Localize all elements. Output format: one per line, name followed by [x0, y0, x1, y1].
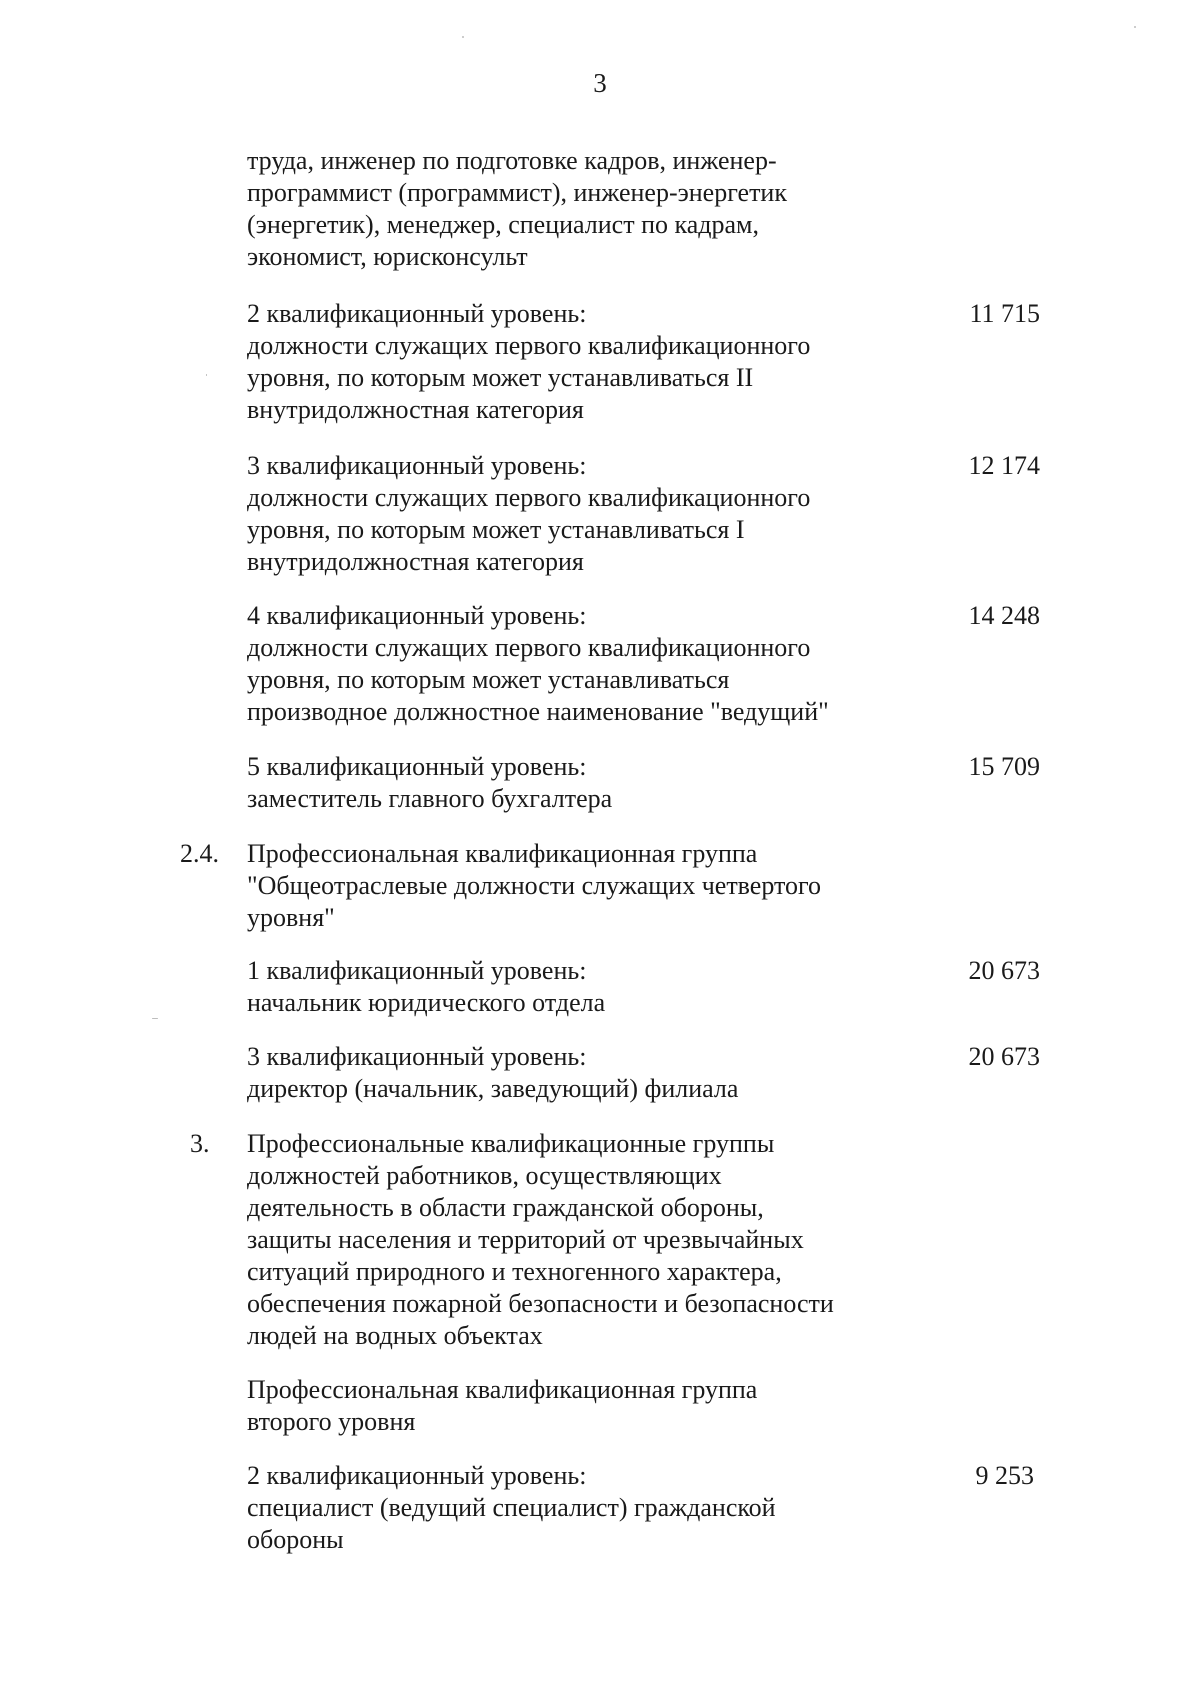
item-description [247, 1374, 907, 1438]
description-line: уровня, по которым может устанавливаться II [247, 363, 754, 392]
description-line: уровня" [247, 903, 335, 932]
description-line: людей на водных объектах [247, 1321, 543, 1350]
description-line: 2 квалификационный уровень: [247, 1461, 587, 1490]
item-description [247, 1460, 907, 1556]
description-line: 2 квалификационный уровень: [247, 299, 587, 328]
item-description [247, 450, 907, 578]
description-line: должности служащих первого квалификационного [247, 483, 811, 512]
description-line: труда, инженер по подготовке кадров, инженер- [247, 146, 777, 175]
description-line: деятельность в области гражданской обороны, [247, 1193, 764, 1222]
description-line: второго уровня [247, 1407, 416, 1436]
description-line: Профессиональная квалификационная группа [247, 839, 758, 868]
item-description [247, 1128, 907, 1352]
description-line: директор (начальник, заведующий) филиала [247, 1074, 739, 1103]
page-number: 3 [593, 68, 607, 98]
salary-value: 14 248 [968, 601, 1040, 630]
item-description [247, 145, 907, 273]
description-line: 3 квалификационный уровень: [247, 1042, 587, 1071]
item-description [247, 955, 907, 1019]
description-line: программист (программист), инженер-энергетик [247, 178, 787, 207]
item-number: 2.4. [180, 839, 219, 868]
description-line: 3 квалификационный уровень: [247, 451, 587, 480]
item-description [247, 600, 907, 728]
item-description [247, 1041, 907, 1105]
description-line: производное должностное наименование "ведущий" [247, 697, 829, 726]
description-line: уровня, по которым может устанавливаться [247, 665, 730, 694]
salary-value: 20 673 [968, 956, 1040, 985]
item-number: 3. [190, 1129, 210, 1158]
salary-value: 12 174 [968, 451, 1040, 480]
description-line: "Общеотраслевые должности служащих четвертого [247, 871, 822, 900]
description-line: 5 квалификационный уровень: [247, 752, 587, 781]
scan-speck [1134, 26, 1136, 28]
description-line: защиты населения и территорий от чрезвычайных [247, 1225, 804, 1254]
salary-value: 20 673 [968, 1042, 1040, 1071]
scan-speck [462, 36, 464, 38]
salary-value: 9 253 [975, 1461, 1034, 1490]
item-description [247, 298, 907, 426]
description-line: 4 квалификационный уровень: [247, 601, 587, 630]
description-line: Профессиональные квалификационные группы [247, 1129, 775, 1158]
description-line: внутридолжностная категория [247, 395, 584, 424]
item-description [247, 751, 907, 815]
item-description [247, 838, 907, 934]
description-line: должности служащих первого квалификационного [247, 331, 811, 360]
description-line: начальник юридического отдела [247, 988, 606, 1017]
description-line: должности служащих первого квалификационного [247, 633, 811, 662]
description-line: (энергетик), менеджер, специалист по кадрам, [247, 210, 759, 239]
description-line: обороны [247, 1525, 344, 1554]
scan-speck [152, 1018, 158, 1019]
description-line: обеспечения пожарной безопасности и безопасности [247, 1289, 834, 1318]
salary-value: 15 709 [968, 752, 1040, 781]
description-line: ситуаций природного и техногенного характера, [247, 1257, 782, 1286]
description-line: внутридолжностная категория [247, 547, 584, 576]
description-line: заместитель главного бухгалтера [247, 784, 613, 813]
scan-speck [206, 374, 207, 376]
description-line: Профессиональная квалификационная группа [247, 1375, 758, 1404]
description-line: специалист (ведущий специалист) гражданской [247, 1493, 776, 1522]
description-line: должностей работников, осуществляющих [247, 1161, 722, 1190]
description-line: экономист, юрисконсульт [247, 242, 528, 271]
salary-value: 11 715 [969, 299, 1040, 328]
description-line: уровня, по которым может устанавливаться I [247, 515, 745, 544]
description-line: 1 квалификационный уровень: [247, 956, 587, 985]
